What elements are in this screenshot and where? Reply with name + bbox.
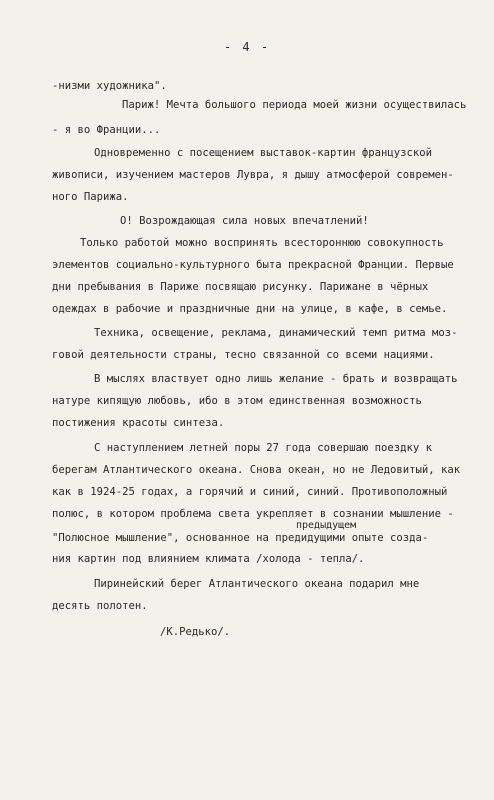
text-line: одеждах в рабочие и праздничные дни на улице, в кафе, в семье. [52,303,448,315]
text-line: С наступлением летней поры 27 года совершаю поездку к [94,442,433,454]
text-line: десять полотен. [52,600,148,612]
text-line: ния картин под влиянием климата /холода - тепла/. [52,553,365,565]
text-line: -низми художника". [52,80,167,92]
text-line: - я во Франции... [52,124,161,136]
text-line: натуре кипящую любовь, ибо в этом единственная возможность [52,395,422,407]
text-line: живописи, изучением мастеров Лувра, я дышу атмосферой современ- [52,169,454,181]
text-line: "Полюсное мышление", основанное на предидущими опыте созда- [52,532,429,544]
signature-line: /К.Редько/. [160,626,231,638]
text-line: ного Парижа. [52,191,129,203]
text-line: берегам Атлантического океана. Снова океан, но не Ледовитый, как [52,464,461,476]
text-line: как в 1924-25 годах, а горячий и синий, синий. Противоположный [52,486,448,498]
page-number: - 4 - [223,40,271,54]
text-line: говой деятельности страны, тесно связанной со всеми нациями. [52,349,435,361]
text-line: постижения красоты синтеза. [52,417,225,429]
text-line: Пиринейский берег Атлантического океана подарил мне [94,578,420,590]
text-line: Одновременно с посещением выставок-картин французской [94,147,433,159]
text-line: Только работой можно воспринять всестороннюю совокупность [80,237,444,249]
handwritten-insertion: предыдущем [296,520,357,531]
text-line: полюс, в котором проблема света укрепляет в сознании мышление - [52,508,454,520]
text-line: О! Возрождающая сила новых впечатлений! [120,215,369,227]
text-line: В мыслях властвует одно лишь желание - брать и возвращать [94,373,458,385]
text-line: Париж! Мечта большого периода моей жизни осуществилась [122,99,467,111]
text-line: дни пребывания в Париже посвящаю рисунку. Парижане в чёрных [52,281,429,293]
text-line: элементов социально-культурного быта прекрасной Франции. Первые [52,259,454,271]
text-line: Техника, освещение, реклама, динамический темп ритма моз- [94,327,458,339]
